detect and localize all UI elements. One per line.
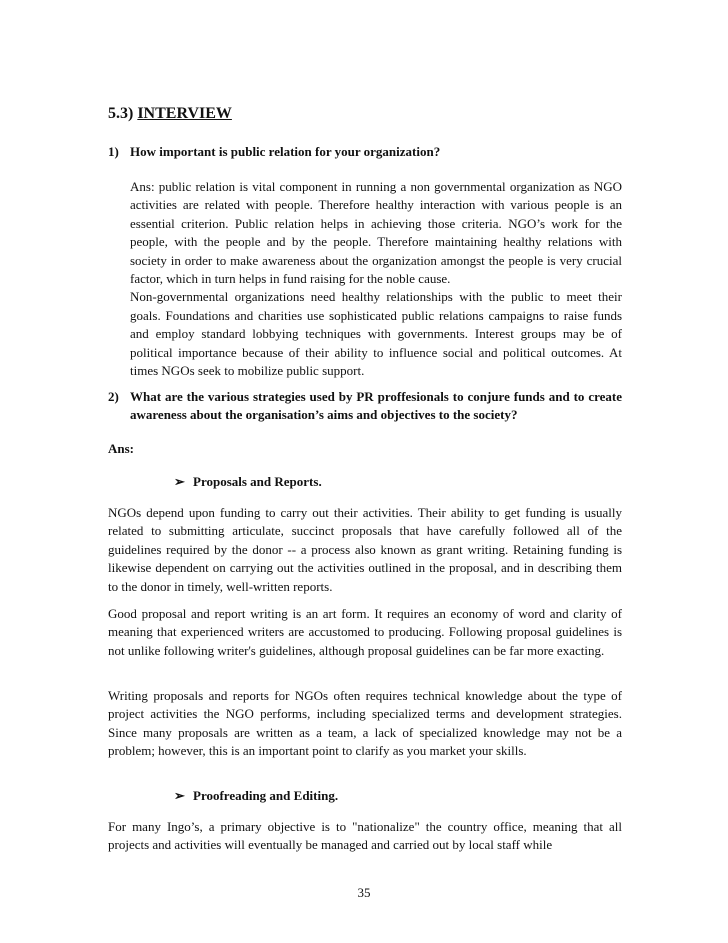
question-1 [108, 143, 622, 161]
question-1-text: How important is public relation for your organization? [130, 144, 441, 159]
question-2-text: What are the various strategies used by PR proffesionals to conjure funds and to create awareness about the organisation’s aims and objectives to the society? [130, 389, 622, 423]
paragraph-proposal-writing: Good proposal and report writing is an art form. It requires an economy of word and clarity of meaning that experienced writers are accustomed to producing. Following proposal guidelines is not unlike following writer's guidelines, although proposal guidelines can be far more exacting. [108, 606, 622, 658]
section-title: INTERVIEW [137, 105, 232, 122]
page-number: 35 [357, 885, 371, 900]
bullet-proposals [174, 473, 322, 491]
arrow-bullet-icon: ➢ [174, 788, 185, 803]
paragraph-technical-knowledge: Writing proposals and reports for NGOs often requires technical knowledge about the type of project activities the NGO performs, including specialized terms and development strategies. Since many proposals are written as a team, a lack of specialized knowledge may not be a problem; however, this is an important point to clarify as you market your skills. [108, 688, 622, 759]
answer-1-paragraph-1: Ans: public relation is vital component in running a non governmental organization as NGO activities are related with people. Therefore healthy interaction with various people is an essential criterion. Public relation helps in achieving those criteria. NGO’s work for the people, with the people and by the people. Therefore maintaining healthy relations with society in order to make awareness about the organization amongst the people is very crucial factor, which in turn helps in fund raising for the noble cause. [130, 179, 622, 287]
bullet-proofreading-text: Proofreading and Editing. [193, 788, 339, 803]
answer-label: Ans: [108, 441, 135, 456]
question-2 [108, 388, 622, 425]
section-heading [108, 104, 232, 124]
arrow-bullet-icon: ➢ [174, 474, 185, 489]
question-2-number: 2) [108, 389, 119, 404]
bullet-proposals-text: Proposals and Reports. [193, 474, 322, 489]
paragraph-funding: NGOs depend upon funding to carry out their activities. Their ability to get funding is usually related to submitting articulate, succinct proposals that have carefully followed all of the guidelines required by the donor -- a process also known as grant writing. Retaining funding is likewise dependent on carrying out the activities outlined in the proposal, and in describing them to the donor in timely, well-written reports. [108, 505, 622, 594]
paragraph-nationalize: For many Ingo’s, a primary objective is to "nationalize" the country office, meaning that all projects and activities will eventually be managed and carried out by local staff while [108, 819, 622, 853]
question-1-number: 1) [108, 144, 119, 159]
section-number: 5.3) [108, 105, 134, 122]
answer-1 [130, 178, 622, 380]
bullet-proofreading [174, 787, 338, 805]
answer-1-paragraph-2: Non-governmental organizations need healthy relationships with the public to meet their goals. Foundations and charities use sophisticated public relations campaigns to raise funds and employ standard lobbying techniques with governments. Interest groups may be of political importance because of their ability to influence social and political outcomes. At times NGOs seek to mobilize public support. [130, 289, 622, 379]
